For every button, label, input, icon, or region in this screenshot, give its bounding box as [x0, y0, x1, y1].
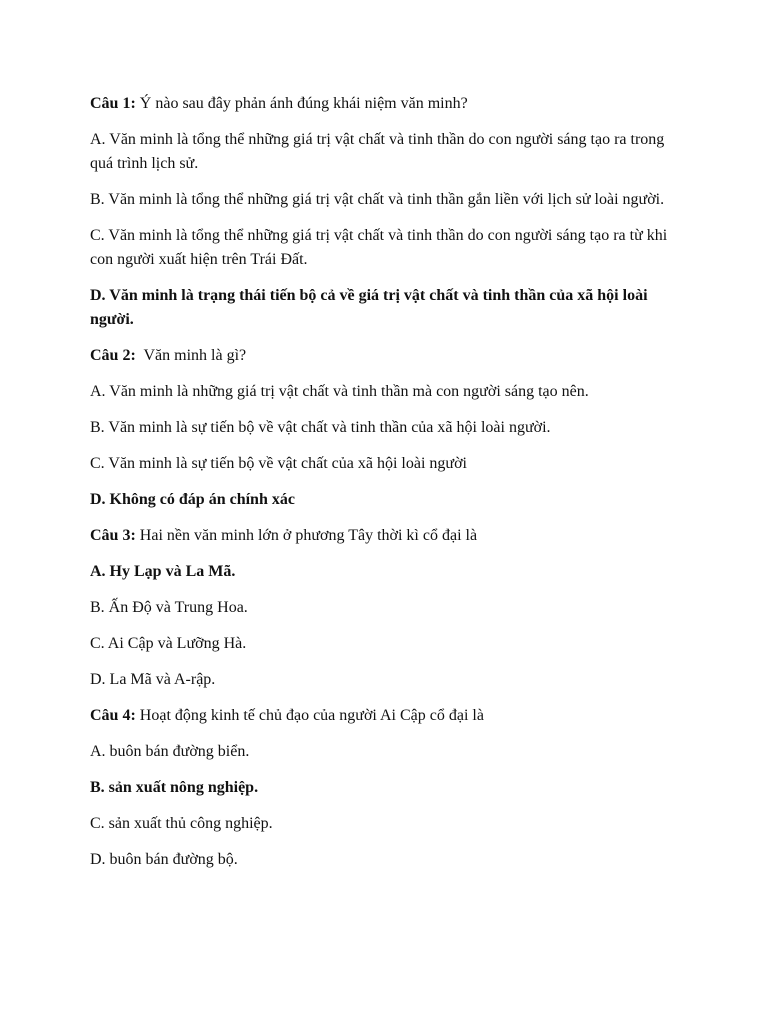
question-stem: [90, 344, 680, 368]
question-block: [90, 344, 680, 512]
answer-option: A. Văn minh là những giá trị vật chất và tinh thần mà con người sáng tạo nên.: [90, 383, 589, 400]
question-text: Hai nền văn minh lớn ở phương Tây thời kì cổ đại là: [139, 527, 478, 544]
answer-option: C. Ai Cập và Lưỡng Hà.: [90, 635, 247, 652]
question-label: Câu 4:: [90, 707, 136, 724]
question-block: [90, 92, 680, 332]
question-text: Văn minh là gì?: [135, 347, 247, 364]
correct-answer-option: D. Văn minh là trạng thái tiến bộ cả về giá trị vật chất và tinh thần của xã hội loài người.: [90, 287, 648, 328]
answer-option: C. sản xuất thủ công nghiệp.: [90, 815, 273, 832]
question-text: Ý nào sau đây phản ánh đúng khái niệm văn minh?: [139, 95, 468, 112]
answer-option: D. buôn bán đường bộ.: [90, 851, 238, 868]
answer-option: B. Văn minh là tổng thể những giá trị vật chất và tinh thần gắn liền với lịch sử loài người.: [90, 191, 665, 208]
correct-answer-option: A. Hy Lạp và La Mã.: [90, 563, 236, 580]
question-block: [90, 704, 680, 872]
document-page: [90, 92, 680, 884]
answer-option: D. La Mã và A-rập.: [90, 671, 216, 688]
question-block: [90, 524, 680, 692]
question-label: Câu 1:: [90, 95, 136, 112]
question-stem: [90, 92, 680, 116]
answer-option: C. Văn minh là tổng thể những giá trị vật chất và tinh thần do con người sáng tạo ra từ khi con người xuất hiện trên Trái Đất.: [90, 227, 668, 268]
question-stem: [90, 524, 680, 548]
answer-option: A. buôn bán đường biển.: [90, 743, 250, 760]
answer-option: C. Văn minh là sự tiến bộ về vật chất của xã hội loài người: [90, 455, 467, 472]
answer-option: B. Ấn Độ và Trung Hoa.: [90, 599, 248, 616]
question-label: Câu 2:: [90, 347, 136, 364]
answer-option: A. Văn minh là tổng thể những giá trị vật chất và tinh thần do con người sáng tạo ra trong quá trình lịch sử.: [90, 131, 665, 172]
answer-option: B. Văn minh là sự tiến bộ về vật chất và tinh thần của xã hội loài người.: [90, 419, 551, 436]
question-text: Hoạt động kinh tế chủ đạo của người Ai Cập cổ đại là: [139, 707, 484, 724]
correct-answer-option: D. Không có đáp án chính xác: [90, 491, 295, 508]
question-label: Câu 3:: [90, 527, 136, 544]
correct-answer-option: B. sản xuất nông nghiệp.: [90, 779, 259, 796]
question-stem: [90, 704, 680, 728]
